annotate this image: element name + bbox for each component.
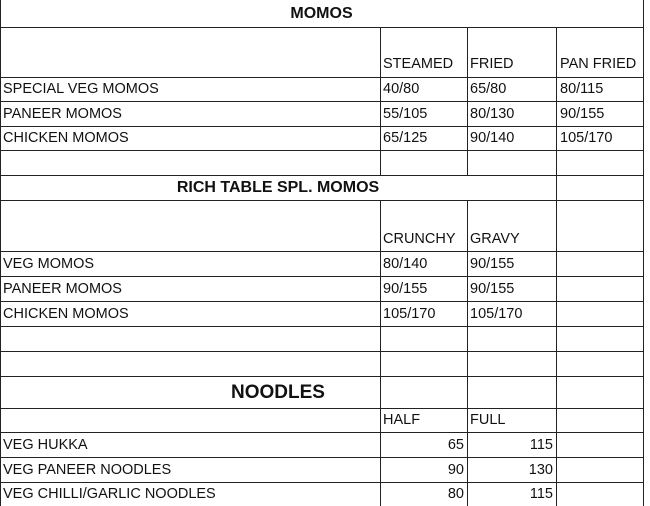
grid-line — [0, 482, 644, 483]
price-crunchy: 90/155 — [383, 281, 428, 297]
grid-line — [0, 301, 644, 302]
price-half: 65 — [447, 437, 464, 453]
price-fried: 90/140 — [470, 130, 515, 146]
price-pan-fried: 80/115 — [560, 81, 604, 97]
price-pan-fried: 90/155 — [560, 106, 605, 122]
price-fried: 65/80 — [470, 81, 507, 97]
price-full: 130 — [528, 462, 553, 478]
price-gravy: 105/170 — [470, 306, 523, 322]
grid-line — [0, 376, 644, 377]
price-full: 115 — [529, 486, 553, 502]
grid-line — [0, 77, 644, 78]
grid-line — [0, 101, 644, 102]
price-full: 115 — [529, 437, 553, 453]
column-header-fried: FRIED — [470, 56, 514, 72]
grid-line — [0, 200, 644, 201]
price-steamed: 65/125 — [383, 130, 428, 146]
grid-line — [643, 0, 644, 506]
section-title-noodles: NOODLES — [231, 382, 325, 403]
price-steamed: 40/80 — [383, 81, 420, 97]
item-name: PANEER MOMOS — [3, 106, 122, 122]
price-half: 80 — [447, 486, 464, 502]
grid-line — [0, 27, 644, 28]
grid-line — [0, 175, 644, 176]
item-name: PANEER MOMOS — [3, 281, 122, 297]
column-header-full: FULL — [470, 412, 506, 428]
item-name: VEG HUKKA — [3, 437, 88, 453]
grid-line — [0, 0, 1, 506]
price-fried: 80/130 — [470, 106, 515, 122]
grid-line — [0, 351, 644, 352]
column-header-half: HALF — [383, 412, 421, 428]
grid-line — [0, 251, 644, 252]
price-steamed: 55/105 — [383, 106, 428, 122]
item-name: CHICKEN MOMOS — [3, 306, 129, 322]
price-crunchy: 80/140 — [383, 256, 428, 272]
price-pan-fried: 105/170 — [560, 130, 613, 146]
item-name: VEG PANEER NOODLES — [3, 462, 172, 478]
price-crunchy: 105/170 — [383, 306, 436, 322]
grid-line — [0, 432, 644, 433]
grid-line — [0, 326, 644, 327]
grid-line — [0, 408, 644, 409]
price-gravy: 90/155 — [470, 281, 515, 297]
price-half: 90 — [447, 462, 464, 478]
item-name: VEG CHILLI/GARLIC NOODLES — [3, 486, 216, 502]
item-name: VEG MOMOS — [3, 256, 95, 272]
grid-line — [0, 126, 644, 127]
price-gravy: 90/155 — [470, 256, 515, 272]
grid-line — [556, 27, 557, 506]
column-header-steamed: STEAMED — [383, 56, 454, 72]
grid-line — [0, 457, 644, 458]
section-title-momos: MOMOS — [290, 5, 353, 22]
column-header-gravy: GRAVY — [470, 231, 520, 247]
item-name: SPECIAL VEG MOMOS — [3, 81, 159, 97]
column-header-pan-fried: PAN FRIED — [560, 56, 637, 72]
column-header-crunchy: CRUNCHY — [383, 231, 456, 247]
section-title-rich-table: RICH TABLE SPL. MOMOS — [176, 179, 380, 196]
grid-line — [0, 276, 644, 277]
item-name: CHICKEN MOMOS — [3, 130, 129, 146]
grid-line — [0, 150, 644, 151]
